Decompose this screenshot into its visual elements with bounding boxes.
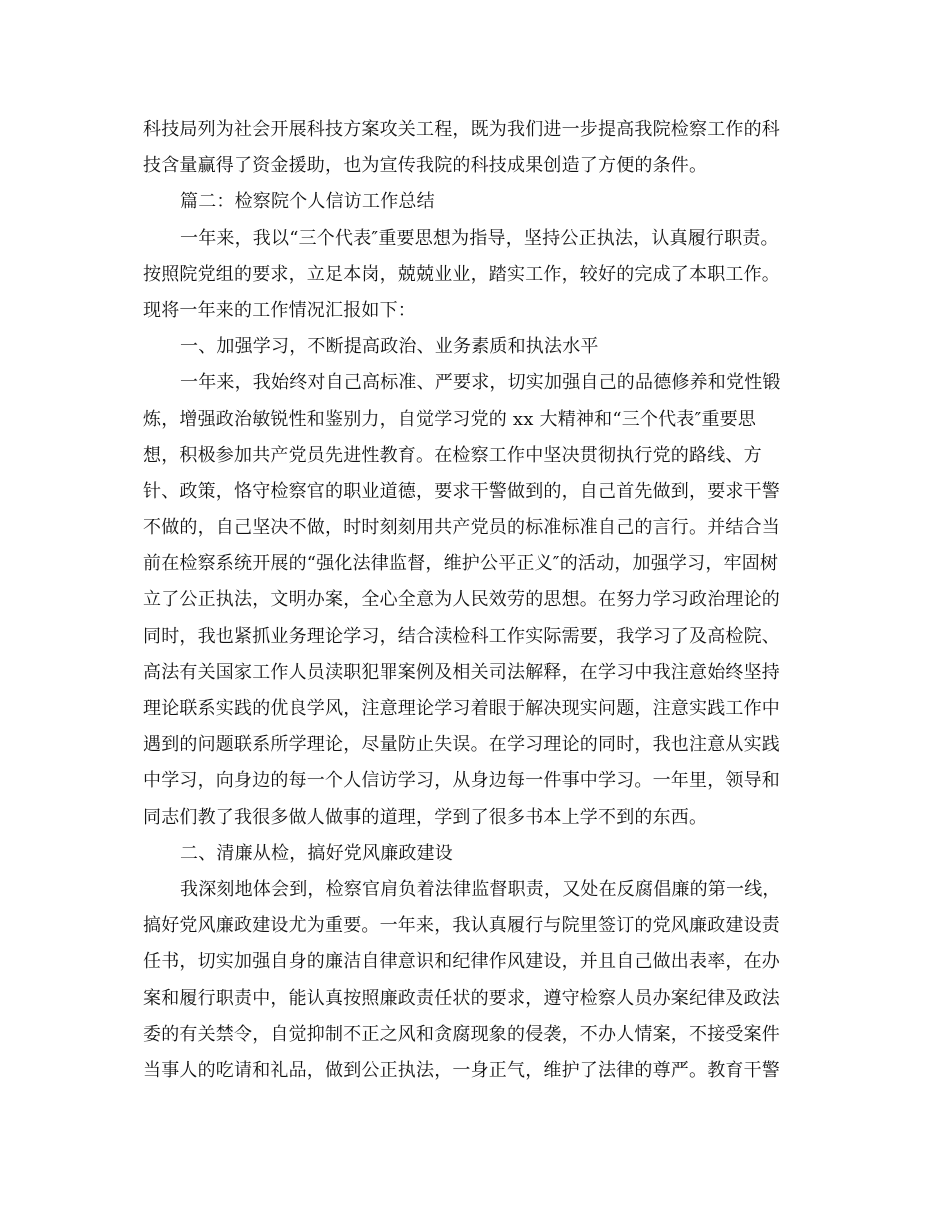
text-line: 同志们教了我很多做人做事的道理，学到了很多书本上学不到的东西。 — [143, 806, 708, 828]
document-body — [143, 112, 808, 1089]
text-line: 高法有关国家工作人员渎职犯罪案例及相关司法解释，在学习中我注意始终坚持 — [143, 661, 780, 683]
text-line: 一、加强学习，不断提高政治、业务素质和执法水平 — [180, 336, 599, 358]
text-line: 中学习，向身边的每一个人信访学习，从身边每一件事中学习。一年里，领导和 — [143, 770, 780, 792]
text-line: 炼，增强政治敏锐性和鉴别力，自觉学习党的 xx 大精神和“三个代表″重要思 — [143, 408, 757, 430]
text-line: 篇二：检察院个人信访工作总结 — [180, 191, 435, 213]
text-line: 前在检察系统开展的“强化法律监督，维护公平正义″的活动，加强学习，牢固树 — [143, 553, 779, 575]
text-line: 我深刻地体会到，检察官肩负着法律监督职责，又处在反腐倡廉的第一线， — [180, 878, 781, 900]
text-line: 搞好党风廉政建设尤为重要。一年来，我认真履行与院里签订的党风廉政建设责 — [143, 915, 780, 937]
text-line: 委的有关禁令，自觉抑制不正之风和贪腐现象的侵袭，不办人情案，不接受案件 — [143, 1023, 780, 1045]
text-line: 遇到的问题联系所学理论，尽量防止失误。在学习理论的同时，我也注意从实践 — [143, 734, 780, 756]
text-line: 立了公正执法，文明办案，全心全意为人民效劳的思想。在努力学习政治理论的 — [143, 589, 780, 611]
text-line: 一年来，我始终对自己高标准、严要求，切实加强自己的品德修养和党性锻 — [180, 372, 781, 394]
text-line: 想，积极参加共产党员先进性教育。在检察工作中坚决贯彻执行党的路线、方 — [143, 444, 762, 466]
text-line: 现将一年来的工作情况汇报如下： — [143, 299, 416, 321]
text-line: 不做的，自己坚决不做，时时刻刻用共产党员的标准标准自己的言行。并结合当 — [143, 517, 780, 539]
text-line: 二、清廉从检，搞好党风廉政建设 — [180, 842, 453, 864]
text-line: 当事人的吃请和礼品，做到公正执法，一身正气，维护了法律的尊严。教育干警 — [143, 1059, 780, 1081]
text-line: 按照院党组的要求，立足本岗，兢兢业业，踏实工作，较好的完成了本职工作。 — [143, 263, 780, 285]
text-line: 科技局列为社会开展科技方案攻关工程，既为我们进一步提高我院检察工作的科 — [143, 119, 780, 140]
text-line: 一年来，我以“三个代表″重要思想为指导，坚持公正执法，认真履行职责。 — [180, 227, 779, 249]
text-line: 同时，我也紧抓业务理论学习，结合渎检科工作实际需要，我学习了及高检院、 — [143, 625, 780, 647]
text-line: 案和履行职责中，能认真按照廉政责任状的要求，遵守检察人员办案纪律及政法 — [143, 987, 780, 1009]
text-line: 理论联系实践的优良学风，注意理论学习着眼于解决现实问题，注意实践工作中 — [143, 698, 780, 719]
text-line: 技含量赢得了资金援助，也为宣传我院的科技成果创造了方便的条件。 — [143, 155, 708, 177]
text-line: 任书，切实加强自身的廉洁自律意识和纪律作风建设，并且自己做出表率，在办 — [143, 951, 780, 973]
text-line: 针、政策，恪守检察官的职业道德，要求干警做到的，自己首先做到，要求干警 — [143, 480, 780, 502]
